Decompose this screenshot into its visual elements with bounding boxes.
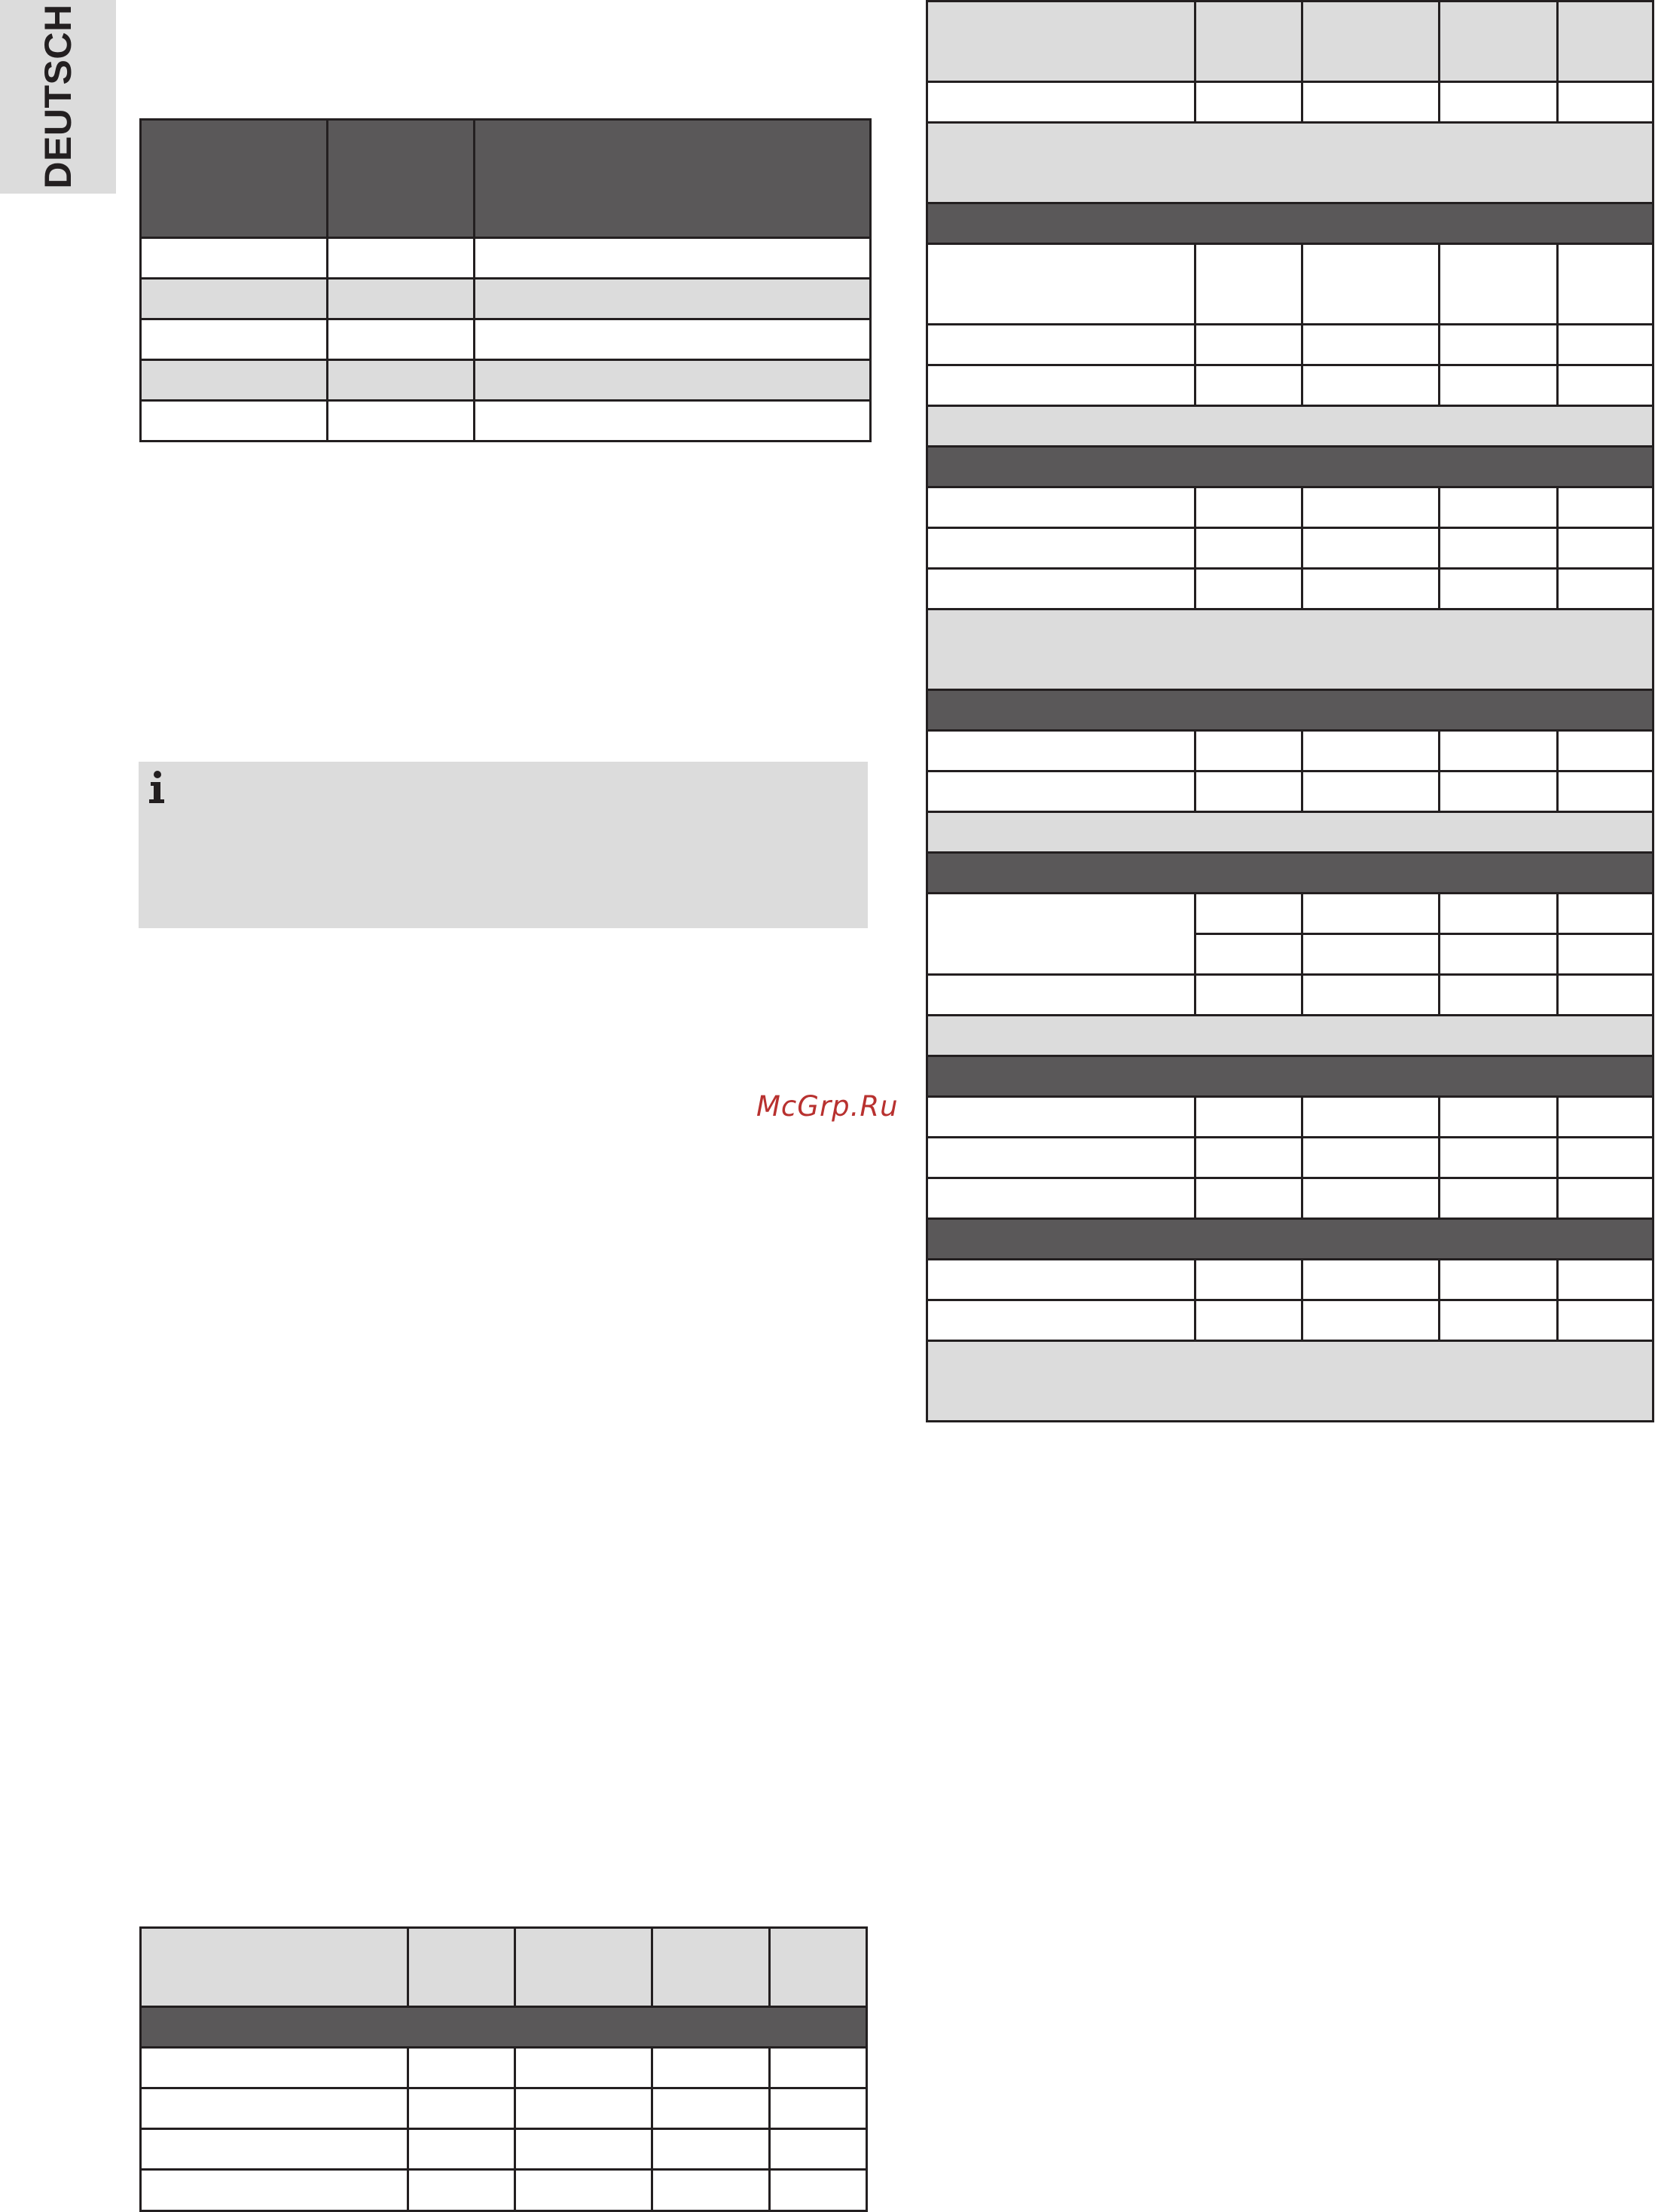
table-row [927,528,1653,569]
table-bottom-left [139,1926,868,2212]
note-row [927,123,1653,203]
table-row [141,2048,867,2088]
table-row [927,244,1653,325]
table-row [141,279,871,319]
table-row [141,2170,867,2211]
header-cell [328,120,475,238]
note-row [927,1341,1653,1422]
table-row [927,82,1653,123]
section-row [927,203,1653,244]
table-row [927,771,1653,812]
table-row [927,731,1653,771]
watermark: McGrp.Ru [756,1090,899,1123]
table-row [927,325,1653,365]
table-row [927,1300,1653,1341]
table-row [141,401,871,441]
table-top-left [139,118,872,442]
table-row [141,360,871,401]
table-row [927,1138,1653,1178]
language-tab-label: DEUTSCH [37,4,79,189]
note-row [927,610,1653,690]
table-row [927,894,1653,934]
table-row [141,238,871,279]
table-row [927,975,1653,1016]
table-row [141,2129,867,2170]
table-row [927,1260,1653,1300]
table-row [141,2088,867,2129]
section-row [927,1219,1653,1260]
table-row [927,365,1653,406]
note-row [927,406,1653,447]
table-right [926,0,1654,1422]
section-row [927,1056,1653,1097]
table-row [927,487,1653,528]
table-row [927,1097,1653,1138]
table-header-row [141,120,871,238]
header-cell [141,120,328,238]
note-row [927,1016,1653,1056]
table-row [927,1178,1653,1219]
section-row [141,2007,867,2048]
table-row [141,319,871,360]
table-header-row [141,1928,867,2007]
note-row [927,812,1653,853]
language-tab [0,0,116,194]
info-icon [148,771,166,804]
table-header-row [927,2,1653,82]
section-row [927,447,1653,487]
header-cell [475,120,871,238]
section-row [927,690,1653,731]
section-row [927,853,1653,894]
info-note-box [139,762,868,928]
table-row [927,569,1653,610]
